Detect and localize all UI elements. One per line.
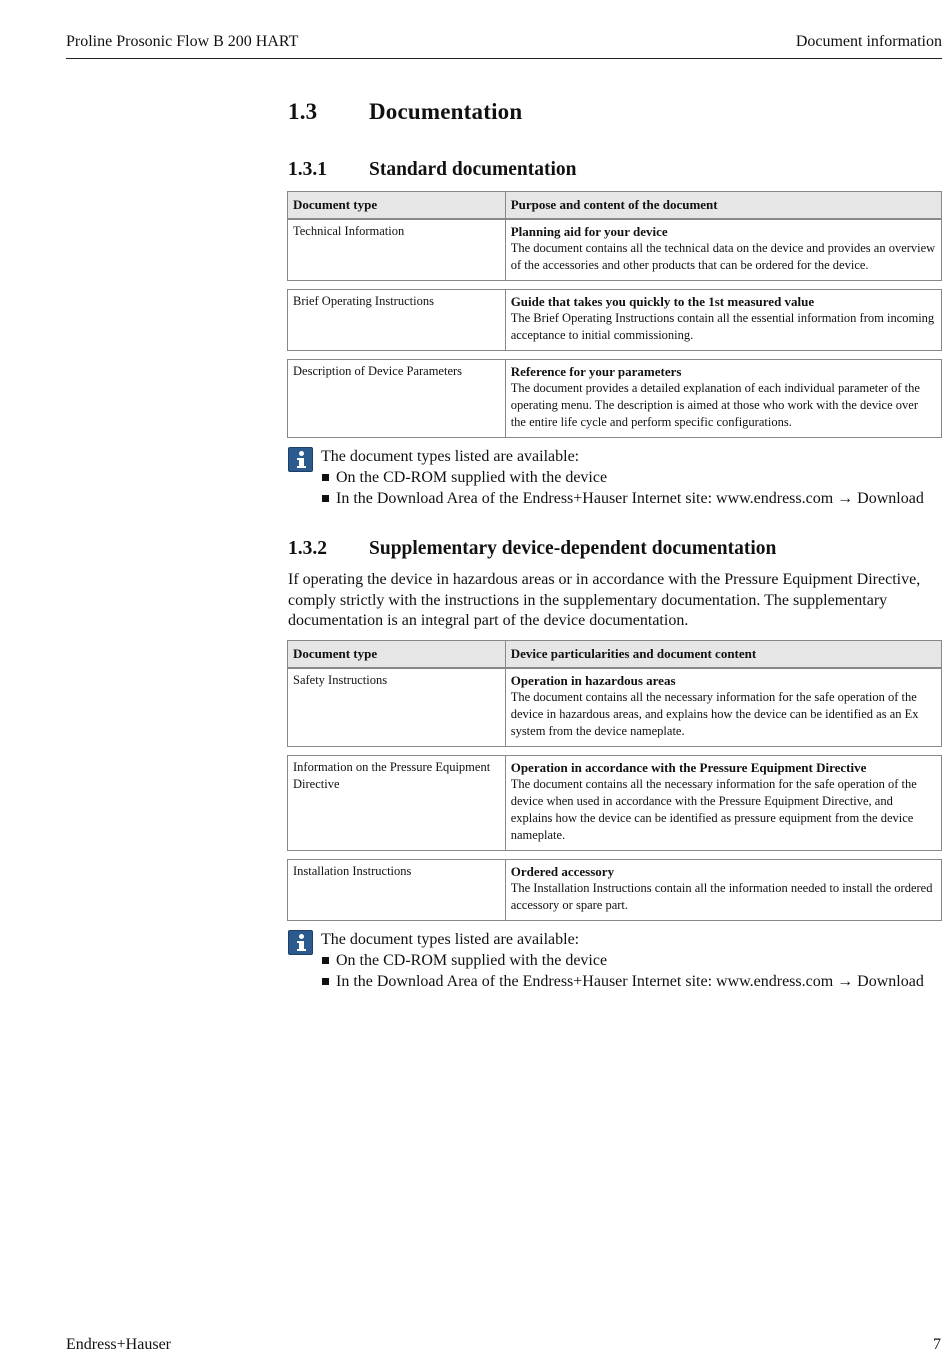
note-bullet-cdrom: On the CD-ROM supplied with the device: [321, 950, 924, 971]
content-heading: Reference for your parameters: [510, 364, 682, 379]
document-content-cell: [505, 220, 941, 281]
table-row: [287, 359, 942, 438]
section-heading: [288, 99, 522, 125]
availability-note: [321, 929, 924, 992]
content-heading: Guide that takes you quickly to the 1st measured value: [510, 294, 815, 309]
content-text: The document provides a detailed explanation of each individual parameter of the operating menu. The description is aimed at those who work with the device over the entire life cycle and perform specific configurations.: [510, 381, 920, 429]
section-number: 1.3: [288, 99, 318, 124]
note-title: The document types listed are available:: [321, 931, 580, 948]
subsection-number: 1.3.1: [288, 159, 327, 180]
content-text: The document contains all the technical data on the device and provides an overview of the accessories and other products that can be ordered for the device.: [510, 241, 936, 272]
table-row: [287, 289, 942, 351]
table-row: [287, 219, 942, 281]
note-bullet-cdrom: On the CD-ROM supplied with the device: [321, 467, 924, 488]
availability-note: [321, 446, 924, 509]
document-type-cell: Information on the Pressure Equipment Directive: [288, 756, 506, 851]
subsection-heading-standard: [288, 159, 577, 181]
column-header-document-type: Document type: [288, 192, 506, 219]
note-bullet-download: In the Download Area of the Endress+Hauser Internet site: www.endress.com → Download: [321, 488, 924, 509]
subsection-title: Supplementary device-dependent documentation: [369, 538, 777, 559]
supplementary-docs-table-header: [287, 640, 942, 668]
document-content-cell: [505, 290, 941, 351]
column-header-document-type: Document type: [288, 641, 506, 668]
document-content-cell: [505, 756, 941, 851]
page-number: 7: [933, 1336, 941, 1353]
note-bullet-download: In the Download Area of the Endress+Hauser Internet site: www.endress.com → Download: [321, 971, 924, 992]
intro-paragraph: If operating the device in hazardous areas or in accordance with the Pressure Equipment Directive, comply strictly with the instructions in the supplementary documentation. The supplementary documentation is an integral part of the device documentation.: [288, 571, 921, 629]
column-header-particularities: Device particularities and document content: [505, 641, 941, 668]
subsection-heading-supplementary: [288, 538, 776, 560]
document-type-cell: Technical Information: [288, 220, 506, 281]
page-header: [66, 32, 942, 59]
document-content-cell: [505, 360, 941, 438]
content-heading: Operation in accordance with the Pressure Equipment Directive: [510, 760, 867, 775]
document-type-cell: Brief Operating Instructions: [288, 290, 506, 351]
content-heading: Ordered accessory: [510, 864, 615, 879]
info-icon: [288, 930, 313, 955]
document-content-cell: [505, 669, 941, 747]
content-heading: Planning aid for your device: [510, 224, 668, 239]
note-title: The document types listed are available:: [321, 448, 580, 465]
table-row: [287, 668, 942, 747]
content-text: The document contains all the necessary information for the safe operation of the device in hazardous areas, and explains how the device can be identified as an Ex system from the device nameplate.: [510, 690, 919, 738]
document-type-cell: Installation Instructions: [288, 860, 506, 921]
section-title: Documentation: [369, 99, 523, 124]
document-type-cell: Description of Device Parameters: [288, 360, 506, 438]
content-text: The Brief Operating Instructions contain all the essential information from incoming acceptance to initial commissioning.: [510, 311, 935, 342]
table-row: [287, 859, 942, 921]
document-content-cell: [505, 860, 941, 921]
table-row: [287, 755, 942, 851]
content-text: The Installation Instructions contain all the information needed to install the ordered accessory or spare part.: [510, 881, 933, 912]
header-product-name: Proline Prosonic Flow B 200 HART: [66, 33, 299, 50]
subsection-title: Standard documentation: [369, 159, 577, 180]
column-header-purpose: Purpose and content of the document: [505, 192, 941, 219]
content-text: The document contains all the necessary information for the safe operation of the device when used in accordance with the Pressure Equipment Directive, and explains how the device can be identified as pressure equipment from the device nameplate.: [510, 777, 917, 842]
footer-company: Endress+Hauser: [66, 1336, 171, 1353]
content-heading: Operation in hazardous areas: [510, 673, 676, 688]
standard-docs-table-header: [287, 191, 942, 219]
subsection-number: 1.3.2: [288, 538, 327, 559]
info-icon: [288, 447, 313, 472]
document-type-cell: Safety Instructions: [288, 669, 506, 747]
header-section-name: Document information: [795, 33, 942, 50]
